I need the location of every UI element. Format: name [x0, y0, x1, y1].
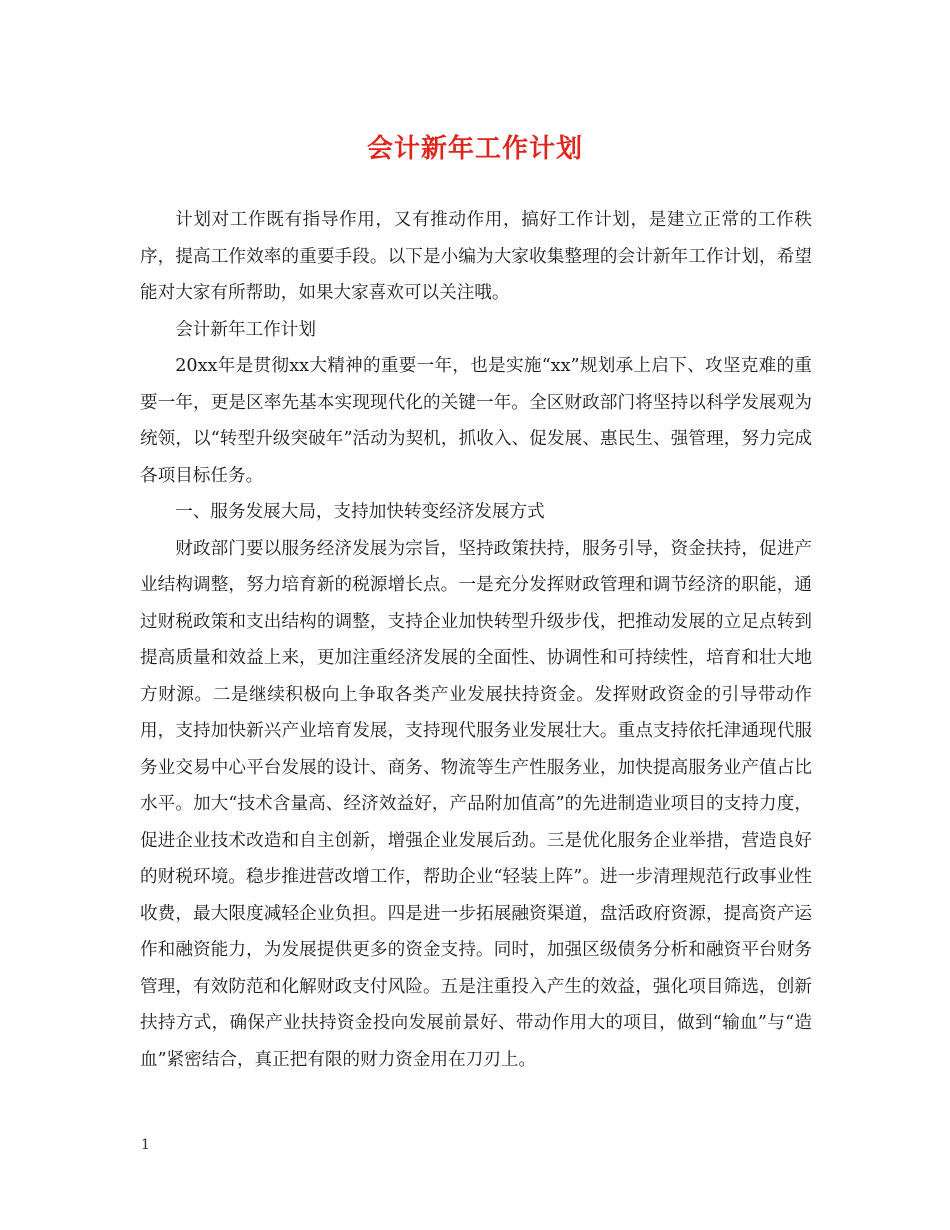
subsection-heading: 一、服务发展大局，支持加快转变经济发展方式: [175, 502, 545, 522]
document-body: [140, 202, 812, 1078]
section-heading: 会计新年工作计划: [175, 319, 316, 340]
intro-paragraph: 计划对工作既有指导作用，又有推动作用，搞好工作计划，是建立正常的工作秩序，提高工作效率的重要手段。以下是小编为大家收集整理的会计新年工作计划，希望能对大家有所帮助，如果大家喜欢可以关注哦。: [140, 210, 812, 303]
detail-paragraph: 财政部门要以服务经济发展为宗旨，坚持政策扶持，服务引导，资金扶持，促进产业结构调整，努力培育新的税源增长点。一是充分发挥财政管理和调节经济的职能，通过财税政策和支出结构的调整，支持企业加快转型升级步伐，把推动发展的立足点转到提高质量和效益上来，更加注重经济发展的全面性、协调性和可持续性，培育和壮大地方财源。二是继续积极向上争取各类产业发展扶持资金。发挥财政资金的引导带动作用，支持加快新兴产业培育发展，支持现代服务业发展壮大。重点支持依托津通现代服务业交易中心平台发展的设计、商务、物流等生产性服务业，加快提高服务业产值占比水平。加大“技术含量高、经济效益好，产品附加值高”的先进制造业项目的支持力度，促进企业技术改造和自主创新，增强企业发展后劲。三是优化服务企业举措，营造良好的财税环境。稳步推进营改增工作，帮助企业“轻装上阵”。进一步清理规范行政事业性收费，最大限度减轻企业负担。四是进一步拓展融资渠道，盘活政府资源，提高资产运作和融资能力，为发展提供更多的资金支持。同时，加强区级债务分析和融资平台财务管理，有效防范和化解财政支付风险。五是注重投入产生的效益，强化项目筛选，创新扶持方式，确保产业扶持资金投向发展前景好、带动作用大的项目，做到“输血”与“造血”紧密结合，真正把有限的财力资金用在刀刃上。: [140, 538, 812, 1070]
document-title: 会计新年工作计划: [366, 134, 583, 164]
page-number: 1: [141, 1137, 150, 1153]
overview-paragraph: 20xx年是贯彻xx大精神的重要一年，也是实施“xx”规划承上启下、攻坚克难的重要一年，更是区率先基本实现现代化的关键一年。全区财政部门将坚持以科学发展观为统领，以“转型升级突破年”活动为契机，抓收入、促发展、惠民生、强管理，努力完成各项目标任务。: [140, 356, 812, 486]
